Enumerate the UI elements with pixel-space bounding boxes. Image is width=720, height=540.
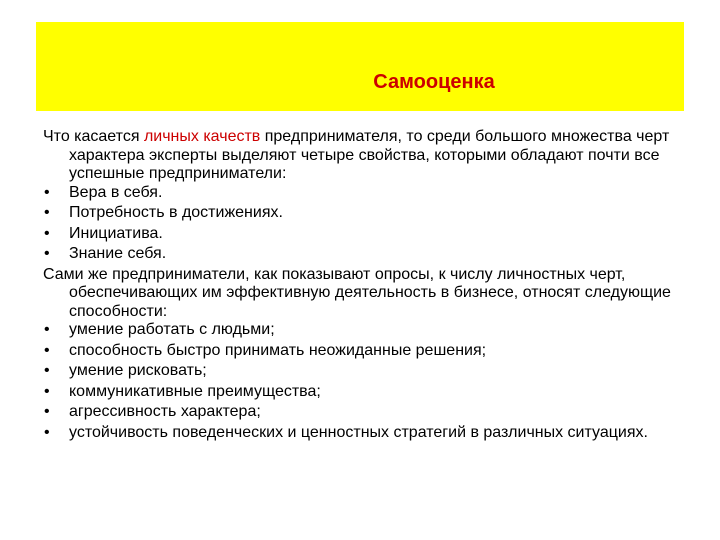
bullet-icon: • xyxy=(44,382,50,400)
intro-text-start: Что касается xyxy=(43,128,144,145)
list-item xyxy=(43,424,683,443)
list-item xyxy=(43,403,683,422)
list-item-text: агрессивность характера; xyxy=(69,403,261,420)
bullet-icon: • xyxy=(44,183,50,201)
bullet-icon: • xyxy=(44,403,50,420)
list-item-text: устойчивость поведенческих и ценностных стратегий в различных ситуациях. xyxy=(69,423,648,441)
bullet-icon: • xyxy=(44,362,50,379)
list-item-text: Знание себя. xyxy=(69,245,167,262)
list-item-text: способность быстро принимать неожиданные решения; xyxy=(69,341,487,359)
slide-title: Самооценка xyxy=(373,71,495,93)
list-item-text: Вера в себя. xyxy=(69,183,163,201)
bullet-icon: • xyxy=(44,423,50,441)
list-item-text: Инициатива. xyxy=(69,224,163,242)
list-item-text: Потребность в достижениях. xyxy=(69,204,283,221)
list-item-text: умение работать с людьми; xyxy=(69,321,275,338)
list-item xyxy=(43,245,683,264)
list-item xyxy=(43,342,683,361)
list-item xyxy=(43,204,683,223)
list-item xyxy=(43,225,683,244)
abilities-list xyxy=(43,321,683,442)
bullet-icon: • xyxy=(44,245,50,262)
list-item-text: коммуникативные преимущества; xyxy=(69,382,321,400)
bullet-icon: • xyxy=(44,321,50,338)
list-item xyxy=(43,321,683,340)
title-band xyxy=(36,22,684,111)
intro-text-end: предпринимателя, то среди большого множества черт характера эксперты выделяют четыре свойства, которыми обладают почти все успешные предприниматели: xyxy=(69,128,670,182)
qualities-list xyxy=(43,184,683,264)
bullet-icon: • xyxy=(44,224,50,242)
list-item xyxy=(43,184,683,203)
bullet-icon: • xyxy=(44,341,50,359)
list-item xyxy=(43,383,683,402)
slide-body xyxy=(43,128,683,444)
intro-paragraph xyxy=(43,128,683,184)
list-item-text: умение рисковать; xyxy=(69,362,207,379)
highlighted-phrase: личных качеств xyxy=(143,128,261,145)
second-paragraph: Сами же предприниматели, как показывают опросы, к числу личностных черт, обеспечивающих им эффективную деятельность в бизнесе, относят следующие способности: xyxy=(43,265,671,320)
list-item xyxy=(43,362,683,381)
bullet-icon: • xyxy=(44,204,50,221)
